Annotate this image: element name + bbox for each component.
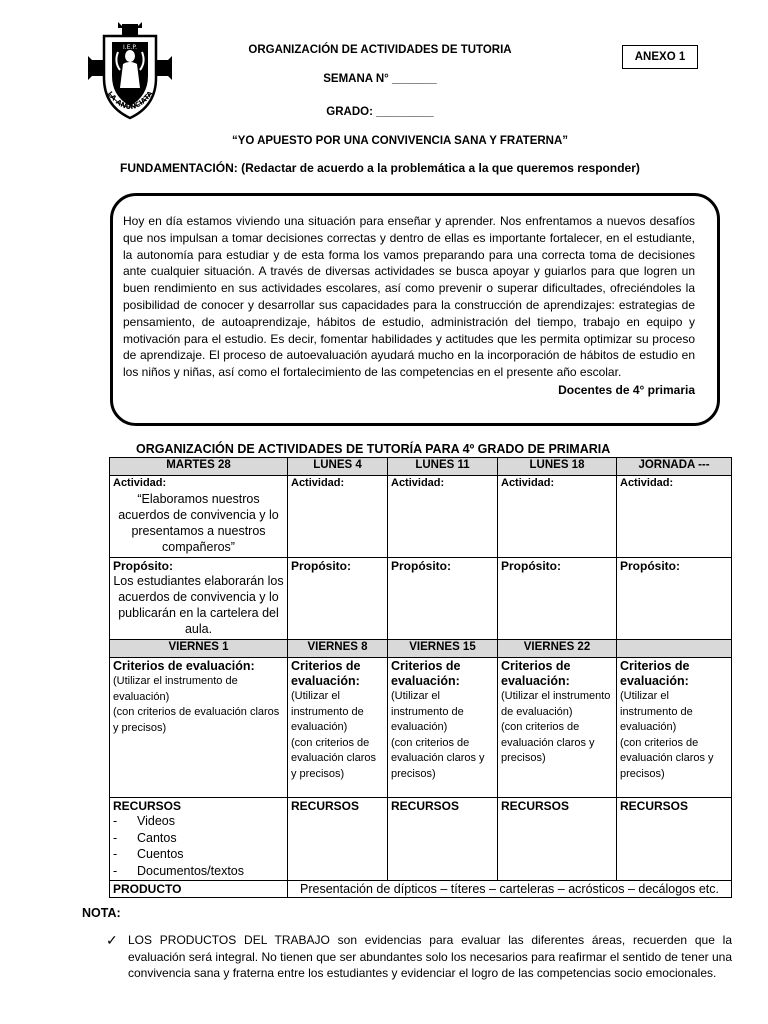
table-cell — [617, 658, 732, 798]
table-cell — [498, 658, 617, 798]
activity-label: Actividad: — [391, 477, 445, 489]
rationale-heading: FUNDAMENTACIÓN: (Redactar de acuerdo a la problemática a la que queremos responder) — [120, 161, 640, 175]
table-cell — [617, 558, 732, 640]
header-cell: VIERNES 15 — [388, 640, 498, 658]
header-cell: LUNES 11 — [388, 458, 498, 476]
table-title: ORGANIZACIÓN DE ACTIVIDADES DE TUTORÍA PARA 4º GRADO DE PRIMARIA — [136, 442, 611, 456]
criteria-note: (Utilizar el instrumento de evaluación) — [113, 675, 238, 703]
table-cell — [288, 558, 388, 640]
criteria-label: Criterios de evaluación: — [113, 659, 255, 673]
criteria-note: (con criterios de evaluación claros y precisos) — [113, 706, 280, 734]
resources-label: RECURSOS — [113, 799, 182, 813]
table-cell — [110, 476, 288, 558]
activities-table — [109, 457, 732, 898]
criteria-label: Criterios de evaluación: — [391, 659, 461, 688]
resources-label: RECURSOS — [620, 799, 689, 813]
table-cell — [617, 798, 732, 881]
checkmark-icon: ✓ — [106, 932, 118, 948]
criteria-note: (con criterios de evaluación claros y precisos) — [291, 736, 376, 780]
header-cell: JORNADA --- — [617, 458, 732, 476]
table-cell — [288, 658, 388, 798]
table-cell — [388, 476, 498, 558]
header-cell: VIERNES 8 — [288, 640, 388, 658]
table-row-criterios — [110, 658, 732, 798]
criteria-note: (con criterios de evaluación claros y precisos) — [391, 736, 485, 780]
table-cell — [388, 798, 498, 881]
criteria-note: (Utilizar el instrumento de evaluación) — [620, 690, 693, 733]
grade-field: GRADO: _________ — [326, 106, 434, 118]
criteria-label: Criterios de evaluación: — [501, 659, 571, 688]
week-field: SEMANA N° _______ — [323, 73, 437, 85]
table-cell — [388, 658, 498, 798]
note-label: NOTA: — [82, 906, 121, 920]
criteria-note: (con criterios de evaluación claros y precisos) — [620, 736, 714, 780]
table-cell — [498, 798, 617, 881]
annex-label: ANEXO 1 — [622, 45, 698, 69]
table-cell — [498, 558, 617, 640]
resources-list — [113, 813, 284, 879]
list-item: - Cuentos — [113, 846, 284, 863]
table-cell — [110, 558, 288, 640]
table-cell — [288, 798, 388, 881]
resources-label: RECURSOS — [501, 799, 570, 813]
table-row-actividad — [110, 476, 732, 558]
rationale-box — [110, 193, 720, 426]
motto: “YO APUESTO POR UNA CONVIVENCIA SANA Y FRATERNA” — [231, 135, 569, 147]
svg-text:I.E.P.: I.E.P. — [123, 44, 137, 51]
activity-label: Actividad: — [620, 477, 674, 489]
list-item: - Documentos/textos — [113, 863, 284, 880]
resources-label: RECURSOS — [291, 799, 360, 813]
table-cell — [498, 476, 617, 558]
criteria-note: (Utilizar el instrumento de evaluación) — [291, 690, 364, 733]
header-cell: VIERNES 1 — [110, 640, 288, 658]
purpose-label: Propósito: — [113, 559, 173, 573]
activity-text: “Elaboramos nuestros acuerdos de convivencia y lo presentamos a nuestros compañeros” — [118, 492, 279, 554]
note-text: LOS PRODUCTOS DEL TRABAJO son evidencias para evaluar las diferentes áreas, recuerden que la evaluación será integral. No tienen que ser abundantes solo los necesarios para reafirmar el sentido de tener una convivencia sana y fraterna entre los estudiantes y evidenciar el logro de las competencias socio emocionales. — [128, 933, 732, 980]
activity-label: Actividad: — [113, 477, 167, 489]
header-cell: LUNES 4 — [288, 458, 388, 476]
header-cell: MARTES 28 — [110, 458, 288, 476]
purpose-label: Propósito: — [501, 559, 561, 573]
rationale-signature: Docentes de 4° primaria — [558, 382, 695, 397]
table-cell — [110, 798, 288, 881]
list-item: - Cantos — [113, 830, 284, 847]
activity-label: Actividad: — [501, 477, 555, 489]
resources-label: RECURSOS — [391, 799, 460, 813]
criteria-note: (con criterios de evaluación claros y precisos) — [501, 721, 595, 764]
document-title: ORGANIZACIÓN DE ACTIVIDADES DE TUTORIA — [248, 44, 512, 56]
criteria-note: (Utilizar el instrumento de evaluación) — [501, 690, 611, 718]
criteria-label: Criterios de evaluación: — [620, 659, 690, 688]
table-header-row — [110, 458, 732, 476]
purpose-text: Los estudiantes elaborarán los acuerdos de convivencia y lo publicarán en la cartelera del aula. — [113, 574, 284, 636]
table-row-proposito — [110, 558, 732, 640]
header-cell: VIERNES 22 — [498, 640, 617, 658]
rationale-text: Hoy en día estamos viviendo una situación para enseñar y aprender. Nos enfrentamos a nuevos desafíos que nos impulsan a tomar decisiones correctas y dentro de ellas es importante fortalecer, en el estudiante, la autonomía para estudiar y de esta forma los vamos preparando para una correcta toma de decisiones ante cualquier situación. A través de diversas actividades se busca apoyar y guiarlos para que logren un buen rendimiento en sus actividades escolares, así como prevenir o superar dificultades, ofreciéndoles la posibilidad de conocer y desarrollar sus capacidades para la construcción de aprendizajes: estrategias de pensamiento, de autoaprendizaje, hábitos de estudio, administración del tiempo, trabajo en equipo y motivación para el estudio. Es decir, fomentar habilidades y actitudes que les permita optimizar su proceso de aprendizaje. El proceso de autoevaluación ayudará mucho en la incorporación de hábitos de estudio en los niños y niñas, así como el fortalecimiento de las competencias en el presente año escolar. — [123, 214, 695, 380]
list-item: - Videos — [113, 813, 284, 830]
purpose-label: Propósito: — [291, 559, 351, 573]
purpose-label: Propósito: — [391, 559, 451, 573]
table-cell — [110, 881, 288, 898]
criteria-note: (Utilizar el instrumento de evaluación) — [391, 690, 464, 733]
svg-text:LA ANUNCIATA: LA ANUNCIATA — [105, 89, 155, 112]
purpose-label: Propósito: — [620, 559, 680, 573]
table-cell — [617, 476, 732, 558]
product-value: Presentación de dípticos – títeres – carteleras – acrósticos – decálogos etc. — [288, 881, 732, 898]
table-row-producto — [110, 881, 732, 898]
table-header-row — [110, 640, 732, 658]
table-row-recursos — [110, 798, 732, 881]
header-cell: LUNES 18 — [498, 458, 617, 476]
header-cell — [617, 640, 732, 658]
table-cell — [288, 476, 388, 558]
activity-label: Actividad: — [291, 477, 345, 489]
table-cell — [388, 558, 498, 640]
product-label: PRODUCTO — [113, 882, 182, 896]
criteria-label: Criterios de evaluación: — [291, 659, 361, 688]
table-cell — [110, 658, 288, 798]
